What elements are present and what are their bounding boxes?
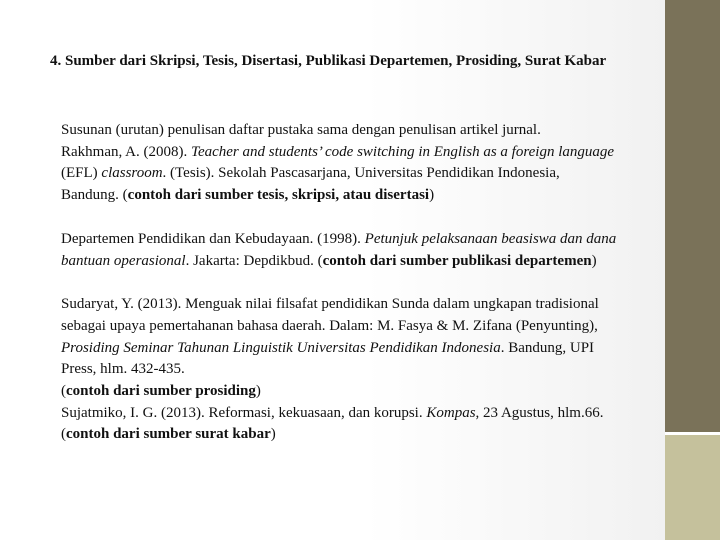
decorative-sidebar-bottom [665,435,720,540]
proceedings-open: ( [61,383,66,400]
newspaper-title: Kompas [426,404,476,421]
intro-paragraph [61,120,621,142]
newspaper-author: Sujatmiko, I. G. (2013). Reformasi, kekuasaan, dan korupsi. [61,404,427,421]
thesis-title-mid: (EFL) [61,165,102,182]
department-close: ) [591,252,597,269]
thesis-note: contoh dari sumber tesis, skripsi, atau disertasi [127,187,430,204]
thesis-title-end: classroom [101,165,163,182]
reference-proceedings [61,294,621,381]
department-detail: . Jakarta: Depdikbud. ( [185,252,323,269]
spacer [61,272,621,294]
reference-newspaper [61,403,621,446]
thesis-author: Rakhman, A. (2008). [61,143,191,160]
proceedings-close: ) [255,383,261,400]
newspaper-note: contoh dari sumber surat kabar [66,426,271,443]
department-note: contoh dari sumber publikasi departemen [322,252,592,269]
proceedings-title: Prosiding Seminar Tahunan Linguistik Universitas Pendidikan Indonesia [61,339,501,356]
proceedings-detail: . Bandung, UPI Press, hlm. 432-435. [61,339,595,378]
spacer [61,207,621,229]
proceedings-note-line [61,381,621,403]
proceedings-note: contoh dari sumber prosiding [66,383,256,400]
reference-thesis [61,142,621,207]
newspaper-close: ) [270,426,276,443]
department-author: Departemen Pendidikan dan Kebudayaan. (1998). [61,230,365,247]
thesis-title: Teacher and students’ code switching in English as a foreign language [190,143,615,160]
section-heading: 4. Sumber dari Skripsi, Tesis, Disertasi, Publikasi Departemen, Prosiding, Surat Kabar [50,53,607,69]
newspaper-detail: , 23 Agustus, hlm.66. ( [61,404,604,443]
proceedings-author: Sudaryat, Y. (2013). Menguak nilai filsafat pendidikan Sunda dalam ungkapan tradisional sebagai upaya pemertahanan bahasa daerah. Dalam: M. Fasya & M. Zifana (Penyunting), [61,296,599,334]
intro-text: Susunan (urutan) penulisan daftar pustaka sama dengan penulisan artikel jurnal. [61,122,541,138]
reference-body [61,120,621,446]
decorative-sidebar-top [665,0,720,432]
reference-department [61,229,621,272]
thesis-close: ) [429,187,435,204]
thesis-detail: . (Tesis). Sekolah Pascasarjana, Universitas Pendidikan Indonesia, Bandung. ( [61,165,560,204]
department-title: Petunjuk pelaksanaan beasiswa dan dana bantuan operasional [61,230,617,269]
